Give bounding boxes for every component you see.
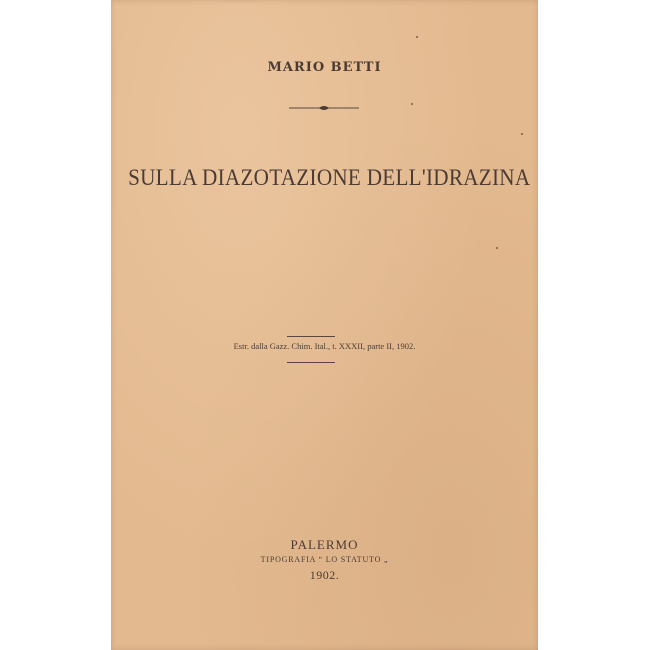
book-cover: [111, 0, 538, 650]
paper-speck: [411, 103, 413, 105]
rule-bottom: [287, 362, 335, 363]
paper-speck: [416, 36, 418, 38]
publication-city: PALERMO: [290, 537, 359, 552]
paper-speck: [521, 133, 523, 135]
rule-top: [287, 336, 335, 337]
publication-year: 1902.: [309, 568, 340, 582]
book-title: SULLA DIAZOTAZIONE DELL'IDRAZINA: [128, 165, 531, 190]
author-name: MARIO BETTI: [267, 60, 382, 75]
printer-name: TIPOGRAFIA “ LO STATUTO „: [260, 555, 389, 564]
extract-note: Estr. dalla Gazz. Chim. Ital., t. XXXII, parte II, 1902.: [233, 341, 416, 351]
ornament-divider: [289, 104, 359, 112]
paper-speck: [496, 247, 498, 249]
